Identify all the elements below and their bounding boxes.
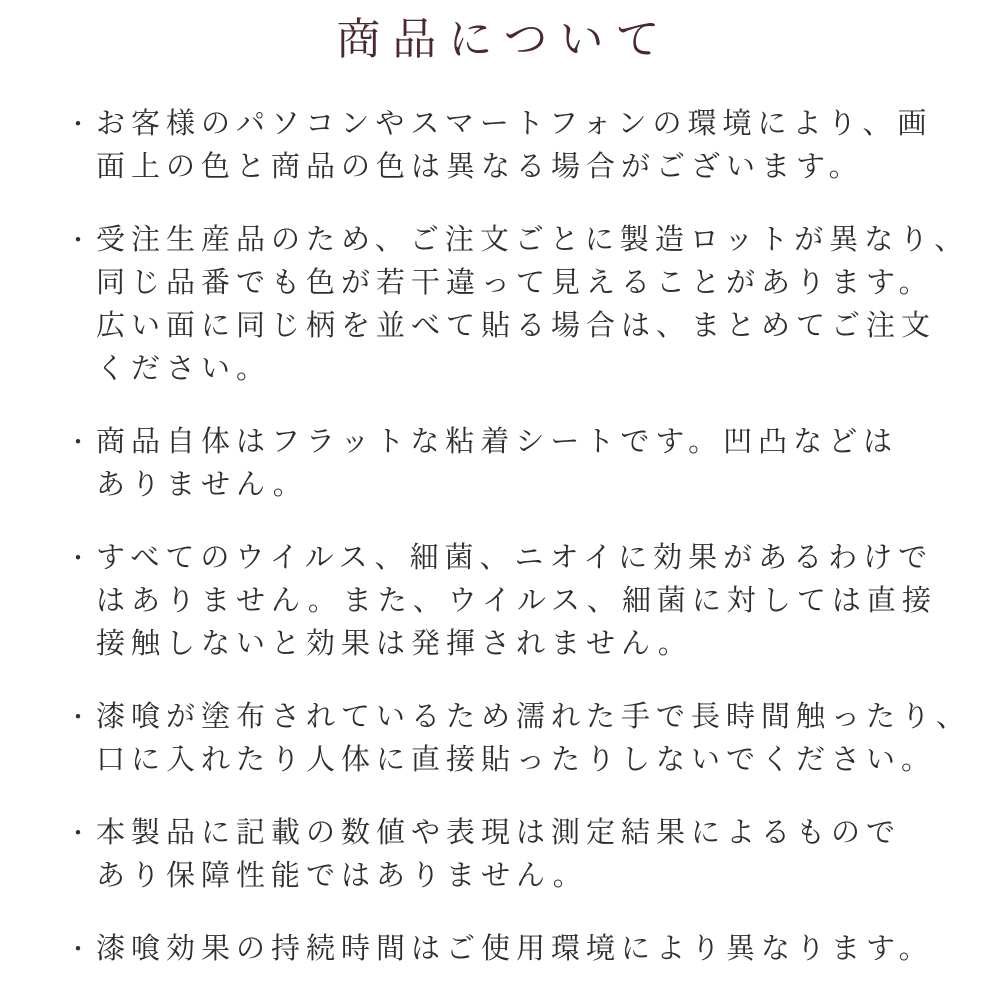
bullet-dot-icon: ・ — [66, 428, 90, 456]
note-text — [96, 928, 942, 971]
note-item-production-lot — [66, 219, 970, 391]
note-line: 受注生産品のため、ご注文ごとに製造ロットが異なり、 — [96, 223, 970, 256]
note-line: 漆喰効果の持続時間はご使用環境により異なります。 — [96, 932, 934, 965]
note-line: はありません。また、ウイルス、細菌に対しては直接 — [96, 584, 937, 617]
bullet-dot-icon: ・ — [66, 703, 90, 731]
bullet-dot-icon: ・ — [66, 819, 90, 847]
note-text — [96, 537, 942, 666]
note-line: ありません。 — [96, 468, 308, 501]
note-line: 広い面に同じ柄を並べて貼る場合は、まとめてご注文 — [96, 309, 937, 342]
notes-list — [66, 103, 972, 971]
note-item-plaster-handling — [66, 696, 972, 782]
note-text — [96, 421, 942, 507]
note-line: 口に入れたり人体に直接貼ったりしないでください。 — [96, 743, 937, 776]
note-line: 本製品に記載の数値や表現は測定結果によるもので — [96, 816, 902, 849]
note-line: ください。 — [96, 352, 272, 385]
note-text — [96, 103, 942, 189]
note-item-flat-sheet — [66, 421, 942, 507]
note-line: 接触しないと効果は発揮されません。 — [96, 627, 693, 660]
bullet-dot-icon: ・ — [66, 226, 90, 254]
bullet-dot-icon: ・ — [66, 544, 90, 572]
note-line: 面上の色と商品の色は異なる場合がございます。 — [96, 150, 864, 183]
note-line: お客様のパソコンやスマートフォンの環境により、画 — [96, 107, 933, 140]
note-line: 同じ品番でも色が若干違って見えることがあります。 — [96, 266, 934, 299]
page-title: 商品について — [336, 15, 672, 64]
note-line: 漆喰が塗布されているため濡れた手で長時間触ったり、 — [96, 700, 972, 733]
note-line: 商品自体はフラットな粘着シートです。凹凸などは — [96, 425, 899, 458]
bullet-dot-icon: ・ — [66, 110, 90, 138]
note-item-effect-duration — [66, 928, 942, 971]
note-line: すべてのウイルス、細菌、ニオイに効果があるわけで — [96, 541, 934, 574]
note-text — [96, 812, 942, 898]
bullet-dot-icon: ・ — [66, 935, 90, 963]
note-item-measured-values — [66, 812, 942, 898]
note-text — [96, 696, 971, 782]
note-text — [96, 219, 969, 391]
note-item-virus-effect — [66, 537, 942, 666]
note-item-color-difference — [66, 103, 942, 189]
note-line: あり保障性能ではありません。 — [96, 859, 588, 892]
